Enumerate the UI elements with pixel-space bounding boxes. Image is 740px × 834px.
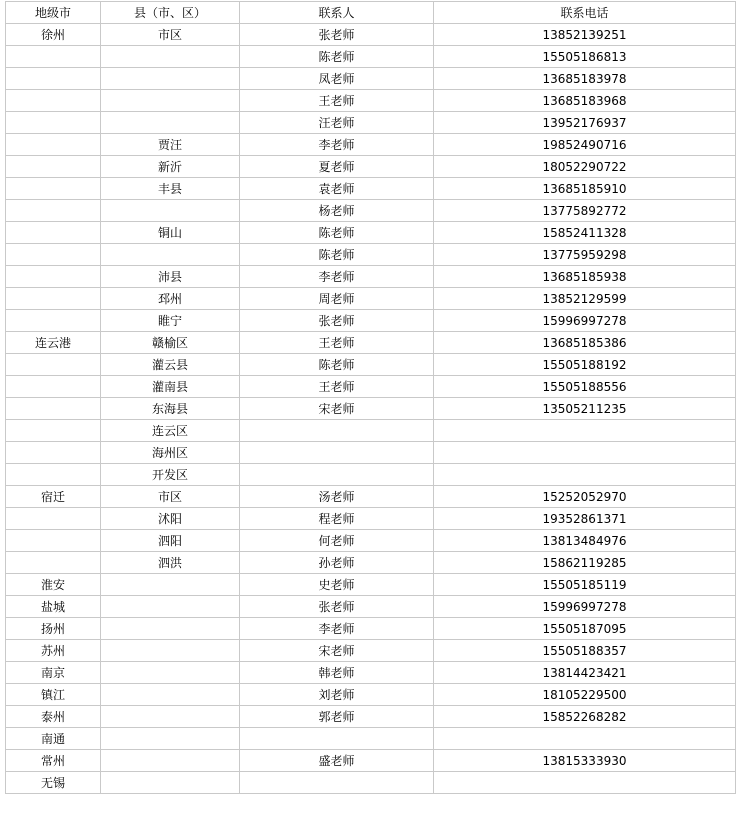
table-row xyxy=(6,640,736,662)
phone-cell: 15505188357 xyxy=(434,640,736,662)
county-cell: 海州区 xyxy=(101,442,240,464)
contact-cell: 王老师 xyxy=(240,332,434,354)
city-cell xyxy=(6,244,101,266)
contact-cell: 袁老师 xyxy=(240,178,434,200)
city-cell xyxy=(6,310,101,332)
contact-cell: 史老师 xyxy=(240,574,434,596)
county-cell xyxy=(101,46,240,68)
contact-cell xyxy=(240,442,434,464)
city-cell xyxy=(6,530,101,552)
table-row xyxy=(6,420,736,442)
table-row xyxy=(6,530,736,552)
county-cell: 灌云县 xyxy=(101,354,240,376)
city-cell xyxy=(6,68,101,90)
county-cell: 新沂 xyxy=(101,156,240,178)
phone-cell: 15505188556 xyxy=(434,376,736,398)
city-cell: 宿迁 xyxy=(6,486,101,508)
phone-cell: 13815333930 xyxy=(434,750,736,772)
phone-cell: 15996997278 xyxy=(434,596,736,618)
table-row xyxy=(6,134,736,156)
county-cell: 开发区 xyxy=(101,464,240,486)
city-cell: 南京 xyxy=(6,662,101,684)
phone-cell: 13852129599 xyxy=(434,288,736,310)
table-row xyxy=(6,574,736,596)
contact-cell: 孙老师 xyxy=(240,552,434,574)
table-row xyxy=(6,354,736,376)
contact-cell: 周老师 xyxy=(240,288,434,310)
city-cell xyxy=(6,200,101,222)
table-row xyxy=(6,46,736,68)
table-row xyxy=(6,706,736,728)
phone-cell: 15252052970 xyxy=(434,486,736,508)
city-cell xyxy=(6,464,101,486)
city-cell xyxy=(6,156,101,178)
city-cell xyxy=(6,134,101,156)
table-row xyxy=(6,750,736,772)
phone-cell xyxy=(434,442,736,464)
table-row xyxy=(6,200,736,222)
contact-cell: 王老师 xyxy=(240,90,434,112)
contact-cell: 杨老师 xyxy=(240,200,434,222)
phone-cell: 13685185938 xyxy=(434,266,736,288)
phone-cell: 15862119285 xyxy=(434,552,736,574)
county-cell: 沭阳 xyxy=(101,508,240,530)
county-cell: 东海县 xyxy=(101,398,240,420)
contact-cell: 宋老师 xyxy=(240,640,434,662)
table-row xyxy=(6,684,736,706)
contact-cell: 盛老师 xyxy=(240,750,434,772)
contact-cell: 宋老师 xyxy=(240,398,434,420)
contact-cell: 程老师 xyxy=(240,508,434,530)
table-row xyxy=(6,244,736,266)
county-cell xyxy=(101,618,240,640)
county-cell: 睢宁 xyxy=(101,310,240,332)
county-cell xyxy=(101,574,240,596)
phone-cell: 15505185119 xyxy=(434,574,736,596)
phone-cell: 19352861371 xyxy=(434,508,736,530)
city-cell xyxy=(6,222,101,244)
contact-cell: 李老师 xyxy=(240,618,434,640)
county-cell xyxy=(101,200,240,222)
county-cell xyxy=(101,596,240,618)
table-row xyxy=(6,772,736,794)
county-cell xyxy=(101,750,240,772)
table-row xyxy=(6,398,736,420)
phone-cell: 15505187095 xyxy=(434,618,736,640)
phone-cell: 13852139251 xyxy=(434,24,736,46)
contact-cell: 郭老师 xyxy=(240,706,434,728)
phone-cell xyxy=(434,464,736,486)
contact-cell: 张老师 xyxy=(240,596,434,618)
table-row xyxy=(6,332,736,354)
city-cell: 无锡 xyxy=(6,772,101,794)
county-cell xyxy=(101,112,240,134)
city-cell xyxy=(6,112,101,134)
contact-cell: 韩老师 xyxy=(240,662,434,684)
contact-cell: 陈老师 xyxy=(240,222,434,244)
table-row xyxy=(6,266,736,288)
city-cell xyxy=(6,508,101,530)
table-row xyxy=(6,508,736,530)
city-cell: 扬州 xyxy=(6,618,101,640)
header-phone: 联系电话 xyxy=(434,2,736,24)
table-row xyxy=(6,68,736,90)
table-row xyxy=(6,486,736,508)
header-row xyxy=(6,2,736,24)
phone-cell: 13952176937 xyxy=(434,112,736,134)
phone-cell: 13685183968 xyxy=(434,90,736,112)
contact-cell: 陈老师 xyxy=(240,244,434,266)
table-row xyxy=(6,376,736,398)
phone-cell: 18052290722 xyxy=(434,156,736,178)
city-cell: 苏州 xyxy=(6,640,101,662)
phone-cell: 13813484976 xyxy=(434,530,736,552)
phone-cell: 19852490716 xyxy=(434,134,736,156)
table-row xyxy=(6,24,736,46)
county-cell: 灌南县 xyxy=(101,376,240,398)
table-row xyxy=(6,310,736,332)
table-row xyxy=(6,618,736,640)
contact-table xyxy=(5,1,736,794)
county-cell xyxy=(101,728,240,750)
phone-cell: 15505188192 xyxy=(434,354,736,376)
county-cell: 赣榆区 xyxy=(101,332,240,354)
city-cell xyxy=(6,178,101,200)
city-cell xyxy=(6,354,101,376)
county-cell xyxy=(101,68,240,90)
city-cell: 盐城 xyxy=(6,596,101,618)
city-cell xyxy=(6,288,101,310)
city-cell: 泰州 xyxy=(6,706,101,728)
table-body xyxy=(6,24,736,794)
city-cell: 常州 xyxy=(6,750,101,772)
table-row xyxy=(6,662,736,684)
phone-cell: 13505211235 xyxy=(434,398,736,420)
table-row xyxy=(6,596,736,618)
city-cell: 南通 xyxy=(6,728,101,750)
header-county: 县（市、区） xyxy=(101,2,240,24)
county-cell xyxy=(101,684,240,706)
table-row xyxy=(6,288,736,310)
county-cell: 连云区 xyxy=(101,420,240,442)
contact-cell: 何老师 xyxy=(240,530,434,552)
header-city: 地级市 xyxy=(6,2,101,24)
contact-cell: 张老师 xyxy=(240,24,434,46)
phone-cell: 13775959298 xyxy=(434,244,736,266)
contact-cell xyxy=(240,464,434,486)
county-cell xyxy=(101,772,240,794)
city-cell xyxy=(6,376,101,398)
header-contact: 联系人 xyxy=(240,2,434,24)
city-cell: 淮安 xyxy=(6,574,101,596)
city-cell xyxy=(6,90,101,112)
table-row xyxy=(6,442,736,464)
county-cell xyxy=(101,662,240,684)
phone-cell: 15505186813 xyxy=(434,46,736,68)
phone-cell: 13814423421 xyxy=(434,662,736,684)
contact-cell xyxy=(240,772,434,794)
contact-cell: 王老师 xyxy=(240,376,434,398)
county-cell xyxy=(101,244,240,266)
phone-cell: 18105229500 xyxy=(434,684,736,706)
table-row xyxy=(6,112,736,134)
county-cell xyxy=(101,706,240,728)
phone-cell xyxy=(434,420,736,442)
contact-cell: 凤老师 xyxy=(240,68,434,90)
county-cell xyxy=(101,640,240,662)
county-cell: 邳州 xyxy=(101,288,240,310)
phone-cell: 13685185386 xyxy=(434,332,736,354)
contact-cell: 陈老师 xyxy=(240,46,434,68)
contact-cell: 张老师 xyxy=(240,310,434,332)
contact-cell: 汪老师 xyxy=(240,112,434,134)
table-row xyxy=(6,728,736,750)
phone-cell: 13685183978 xyxy=(434,68,736,90)
contact-cell: 刘老师 xyxy=(240,684,434,706)
city-cell: 连云港 xyxy=(6,332,101,354)
county-cell: 市区 xyxy=(101,24,240,46)
city-cell xyxy=(6,266,101,288)
county-cell: 泗阳 xyxy=(101,530,240,552)
contact-cell: 汤老师 xyxy=(240,486,434,508)
contact-cell: 陈老师 xyxy=(240,354,434,376)
contact-cell: 夏老师 xyxy=(240,156,434,178)
phone-cell: 15852411328 xyxy=(434,222,736,244)
contact-cell xyxy=(240,420,434,442)
city-cell xyxy=(6,420,101,442)
phone-cell: 15996997278 xyxy=(434,310,736,332)
phone-cell xyxy=(434,772,736,794)
table-row xyxy=(6,464,736,486)
phone-cell: 15852268282 xyxy=(434,706,736,728)
table-row xyxy=(6,222,736,244)
table-row xyxy=(6,178,736,200)
city-cell xyxy=(6,552,101,574)
contact-cell: 李老师 xyxy=(240,266,434,288)
city-cell: 镇江 xyxy=(6,684,101,706)
phone-cell xyxy=(434,728,736,750)
county-cell: 铜山 xyxy=(101,222,240,244)
county-cell: 贾汪 xyxy=(101,134,240,156)
contact-cell xyxy=(240,728,434,750)
table-row xyxy=(6,552,736,574)
county-cell: 丰县 xyxy=(101,178,240,200)
city-cell xyxy=(6,442,101,464)
city-cell xyxy=(6,46,101,68)
table-row xyxy=(6,90,736,112)
city-cell: 徐州 xyxy=(6,24,101,46)
county-cell: 泗洪 xyxy=(101,552,240,574)
phone-cell: 13775892772 xyxy=(434,200,736,222)
county-cell xyxy=(101,90,240,112)
county-cell: 沛县 xyxy=(101,266,240,288)
contact-cell: 李老师 xyxy=(240,134,434,156)
county-cell: 市区 xyxy=(101,486,240,508)
phone-cell: 13685185910 xyxy=(434,178,736,200)
city-cell xyxy=(6,398,101,420)
table-row xyxy=(6,156,736,178)
